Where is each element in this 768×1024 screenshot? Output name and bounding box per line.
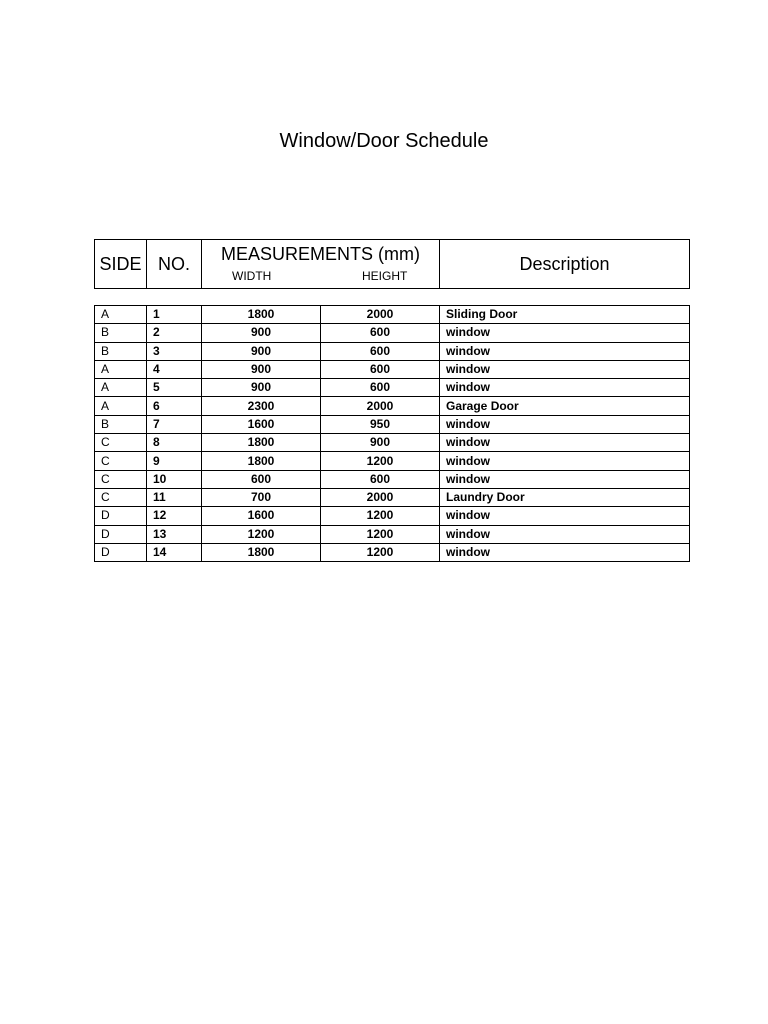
side-cell: D: [95, 543, 147, 561]
number-cell: 2: [147, 324, 202, 342]
height-cell: 2000: [321, 488, 440, 506]
measurements-title: MEASUREMENTS (mm): [221, 244, 420, 264]
number-cell: 14: [147, 543, 202, 561]
height-cell: 2000: [321, 306, 440, 324]
height-cell: 900: [321, 434, 440, 452]
width-cell: 1600: [202, 415, 321, 433]
description-header: Description: [440, 240, 690, 289]
side-cell: B: [95, 324, 147, 342]
height-cell: 1200: [321, 525, 440, 543]
description-cell: window: [440, 379, 690, 397]
height-cell: 1200: [321, 452, 440, 470]
number-cell: 12: [147, 507, 202, 525]
width-cell: 900: [202, 379, 321, 397]
number-cell: 7: [147, 415, 202, 433]
description-cell: window: [440, 324, 690, 342]
table-row: [95, 434, 690, 452]
side-header: SIDE: [95, 240, 147, 289]
schedule-table: [94, 305, 690, 562]
table-row: [95, 488, 690, 506]
side-cell: C: [95, 434, 147, 452]
table-row: [95, 507, 690, 525]
number-cell: 13: [147, 525, 202, 543]
table-row: [95, 324, 690, 342]
number-cell: 5: [147, 379, 202, 397]
side-cell: D: [95, 507, 147, 525]
height-cell: 600: [321, 324, 440, 342]
side-cell: A: [95, 360, 147, 378]
width-cell: 1200: [202, 525, 321, 543]
table-row: [95, 415, 690, 433]
description-cell: window: [440, 360, 690, 378]
height-cell: 600: [321, 342, 440, 360]
header-row: [95, 240, 690, 289]
height-subheader: HEIGHT: [362, 269, 408, 283]
description-cell: window: [440, 470, 690, 488]
no-header: NO.: [147, 240, 202, 289]
table-row: [95, 452, 690, 470]
table-row: [95, 342, 690, 360]
side-cell: A: [95, 306, 147, 324]
table-row: [95, 397, 690, 415]
number-cell: 1: [147, 306, 202, 324]
side-cell: B: [95, 342, 147, 360]
number-cell: 11: [147, 488, 202, 506]
description-cell: window: [440, 415, 690, 433]
description-cell: window: [440, 342, 690, 360]
side-cell: C: [95, 488, 147, 506]
table-row: [95, 306, 690, 324]
page-title: Window/Door Schedule: [279, 130, 489, 152]
number-cell: 4: [147, 360, 202, 378]
number-cell: 8: [147, 434, 202, 452]
schedule-rows: [95, 306, 690, 562]
table-row: [95, 525, 690, 543]
height-cell: 1200: [321, 543, 440, 561]
width-cell: 1800: [202, 434, 321, 452]
description-cell: window: [440, 525, 690, 543]
description-cell: Sliding Door: [440, 306, 690, 324]
width-cell: 600: [202, 470, 321, 488]
number-cell: 9: [147, 452, 202, 470]
height-cell: 950: [321, 415, 440, 433]
number-cell: 3: [147, 342, 202, 360]
width-cell: 1800: [202, 543, 321, 561]
description-cell: Laundry Door: [440, 488, 690, 506]
description-cell: window: [440, 452, 690, 470]
width-subheader: WIDTH: [232, 269, 272, 283]
side-cell: A: [95, 379, 147, 397]
width-cell: 2300: [202, 397, 321, 415]
side-cell: A: [95, 397, 147, 415]
side-cell: C: [95, 470, 147, 488]
height-cell: 600: [321, 379, 440, 397]
width-cell: 700: [202, 488, 321, 506]
schedule-header: [94, 239, 690, 289]
number-cell: 10: [147, 470, 202, 488]
table-row: [95, 470, 690, 488]
width-cell: 900: [202, 360, 321, 378]
width-cell: 1800: [202, 306, 321, 324]
description-cell: window: [440, 434, 690, 452]
height-cell: 600: [321, 360, 440, 378]
height-cell: 2000: [321, 397, 440, 415]
side-cell: C: [95, 452, 147, 470]
table-row: [95, 360, 690, 378]
number-cell: 6: [147, 397, 202, 415]
width-cell: 1800: [202, 452, 321, 470]
measurements-header: [202, 240, 440, 289]
description-cell: Garage Door: [440, 397, 690, 415]
side-cell: B: [95, 415, 147, 433]
description-cell: window: [440, 543, 690, 561]
side-cell: D: [95, 525, 147, 543]
description-cell: window: [440, 507, 690, 525]
table-row: [95, 379, 690, 397]
width-cell: 1600: [202, 507, 321, 525]
table-row: [95, 543, 690, 561]
width-cell: 900: [202, 342, 321, 360]
width-cell: 900: [202, 324, 321, 342]
height-cell: 1200: [321, 507, 440, 525]
height-cell: 600: [321, 470, 440, 488]
